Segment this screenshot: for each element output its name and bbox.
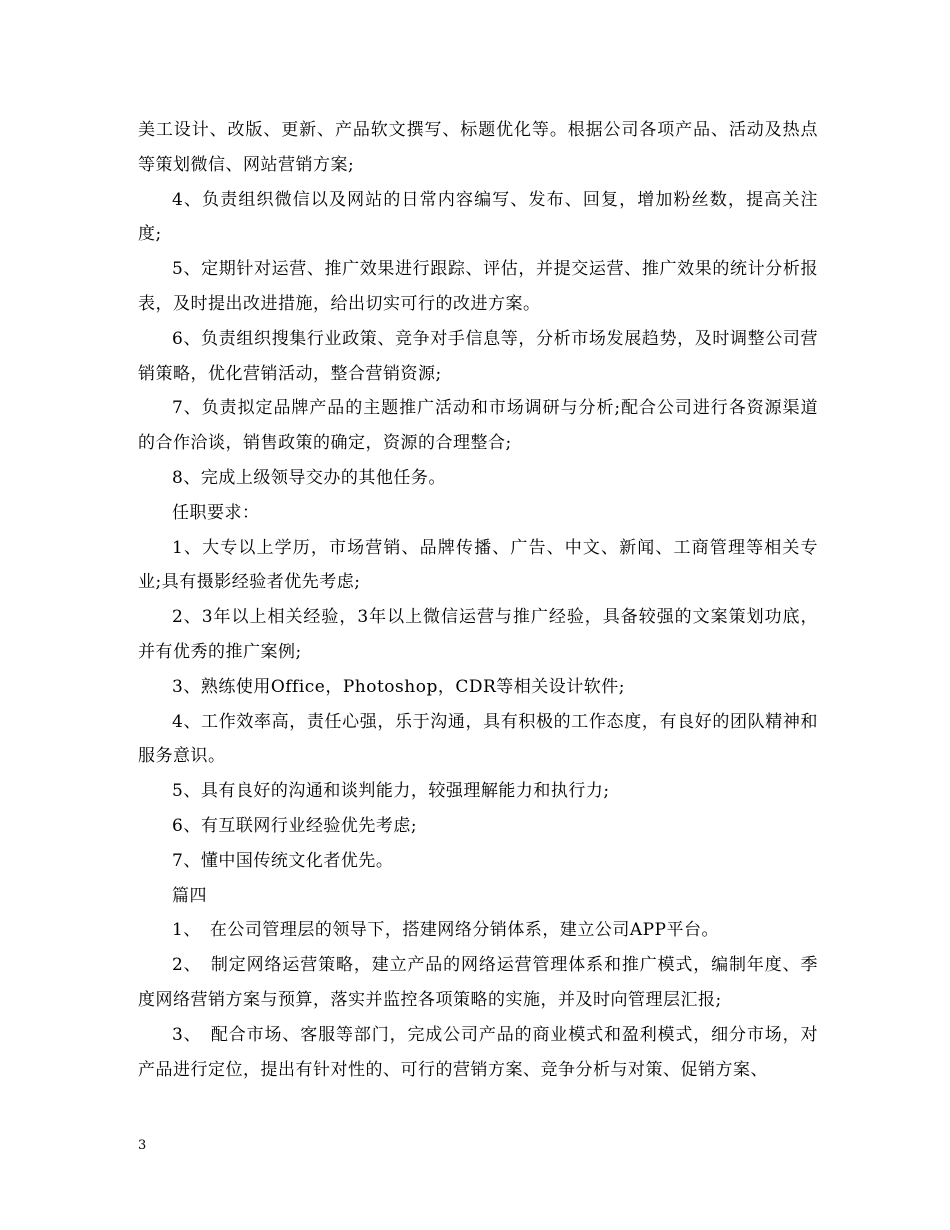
document-body xyxy=(138,113,818,1087)
paragraph-12: 6、有互联网行业经验优先考虑; xyxy=(172,815,418,836)
paragraph-13: 7、懂中国传统文化者优先。 xyxy=(172,850,394,871)
paragraph-16: 2、 制定网络运营策略，建立产品的网络运营管理体系和推广模式，编制年度、季度网络营销方案与预算，落实并监控各项策略的实施，并及时向管理层汇报; xyxy=(138,955,818,1010)
paragraph-0: 美工设计、改版、更新、产品软文撰写、标题优化等。根据公司各项产品、活动及热点等策划微信、网站营销方案; xyxy=(138,120,818,175)
paragraph-15: 1、 在公司管理层的领导下，搭建网络分销体系，建立公司APP平台。 xyxy=(172,920,719,941)
page-number: 3 xyxy=(138,1138,147,1153)
paragraph-5: 8、完成上级领导交办的其他任务。 xyxy=(172,467,446,488)
paragraph-17: 3、 配合市场、客服等部门，完成公司产品的商业模式和盈利模式，细分市场，对产品进行定位，提出有针对性的、可行的营销方案、竞争分析与对策、促销方案、 xyxy=(138,1024,818,1080)
paragraph-9: 3、熟练使用Office，Photoshop，CDR等相关设计软件; xyxy=(172,676,625,697)
paragraph-11: 5、具有良好的沟通和谈判能力，较强理解能力和执行力; xyxy=(172,781,610,802)
paragraph-1: 4、负责组织微信以及网站的日常内容编写、发布、回复，增加粉丝数，提高关注度; xyxy=(138,189,818,245)
paragraph-3: 6、负责组织搜集行业政策、竞争对手信息等，分析市场发展趋势，及时调整公司营销策略，优化营销活动，整合营销资源; xyxy=(138,328,818,384)
section-heading-requirements: 任职要求： xyxy=(172,502,260,523)
paragraph-10: 4、工作效率高，责任心强，乐于沟通，具有积极的工作态度，有良好的团队精神和服务意识。 xyxy=(138,711,818,767)
paragraph-8: 2、3年以上相关经验，3年以上微信运营与推广经验，具备较强的文案策划功底，并有优秀的推广案例; xyxy=(138,607,818,662)
paragraph-4: 7、负责拟定品牌产品的主题推广活动和市场调研与分析;配合公司进行各资源渠道的合作洽谈，销售政策的确定，资源的合理整合; xyxy=(138,398,818,454)
paragraph-7: 1、大专以上学历，市场营销、品牌传播、广告、中文、新闻、工商管理等相关专业;具有摄影经验者优先考虑; xyxy=(138,537,818,593)
paragraph-2: 5、定期针对运营、推广效果进行跟踪、评估，并提交运营、推广效果的统计分析报表，及时提出改进措施，给出切实可行的改进方案。 xyxy=(138,259,818,314)
section-heading-part-four: 篇四 xyxy=(172,885,207,906)
